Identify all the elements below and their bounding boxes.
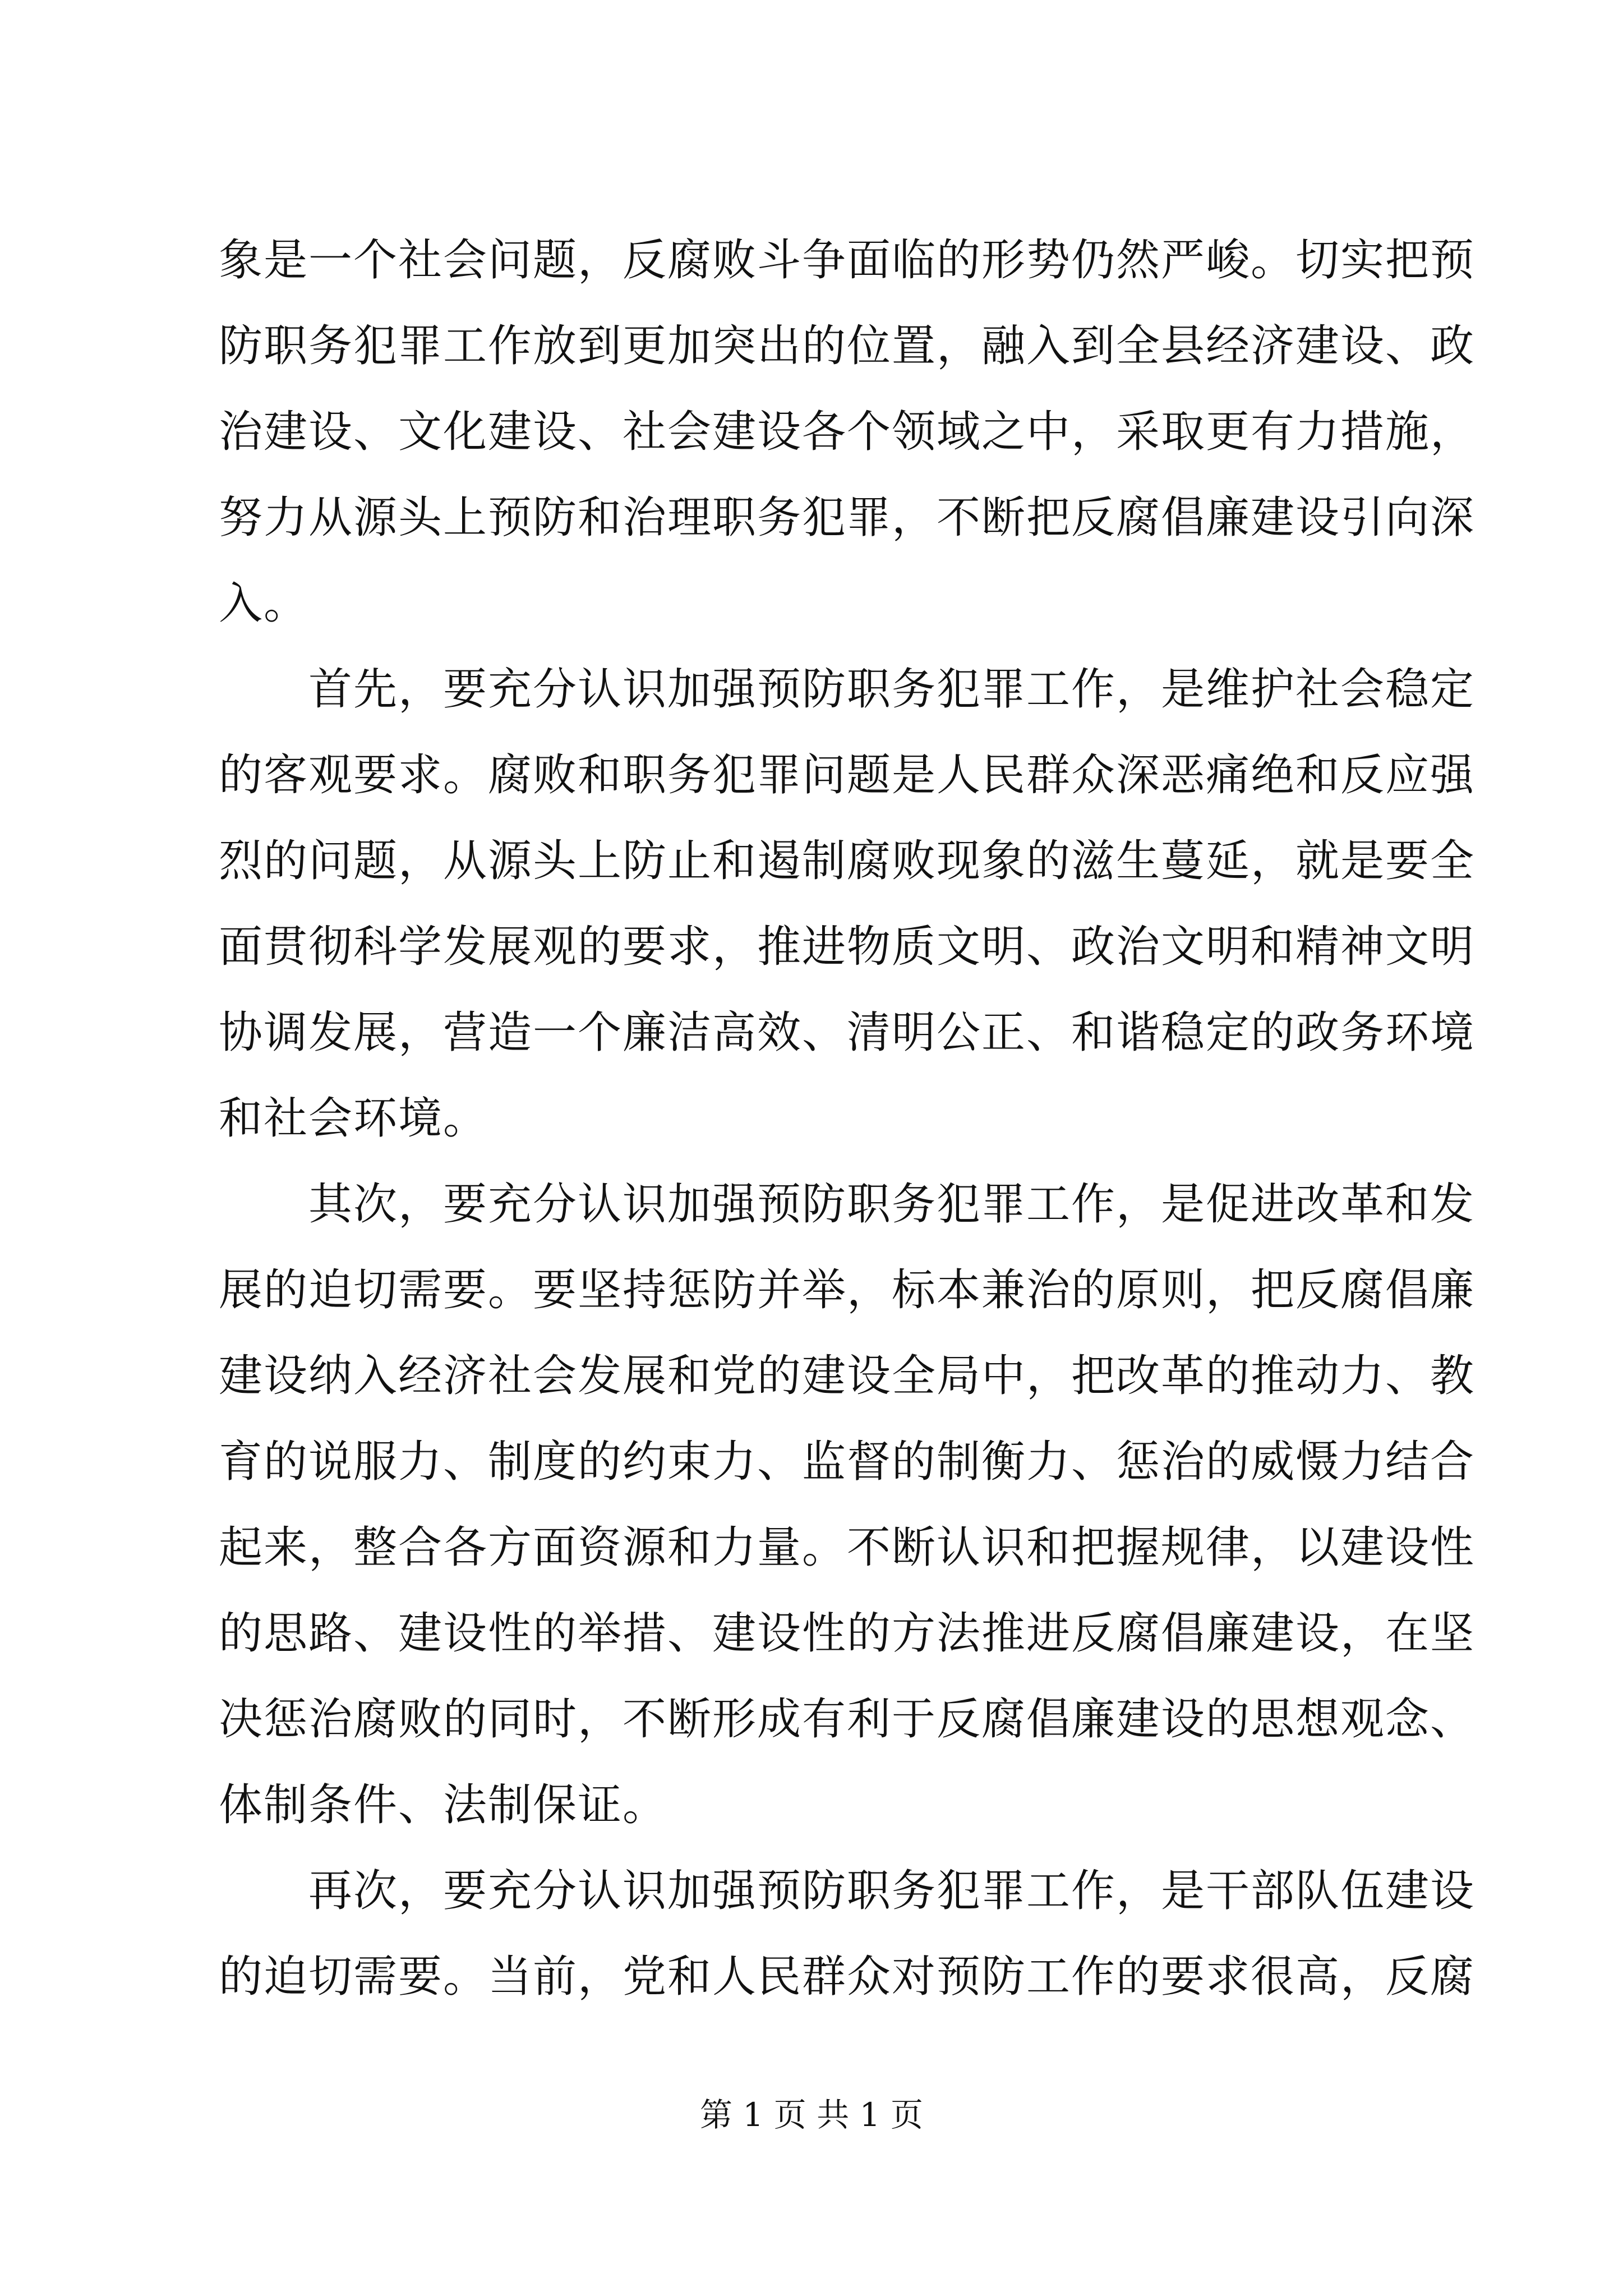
text-line: 象是一个社会问题，反腐败斗争面临的形势仍然严峻。切实把预 xyxy=(219,235,1476,286)
text-line: 面贯彻科学发展观的要求，推进物质文明、政治文明和精神文明 xyxy=(219,922,1476,972)
text-line: 的迫切需要。当前，党和人民群众对预防工作的要求很高，反腐 xyxy=(219,1952,1476,2002)
text-line: 体制条件、法制保证。 xyxy=(219,1780,668,1830)
text-line: 烈的问题，从源头上防止和遏制腐败现象的滋生蔓延，就是要全 xyxy=(219,836,1476,886)
text-line: 努力从源头上预防和治理职务犯罪，不断把反腐倡廉建设引向深 xyxy=(219,493,1476,543)
text-line: 入。 xyxy=(219,578,309,629)
text-line: 再次，要充分认识加强预防职务犯罪工作，是干部队伍建设 xyxy=(219,1866,1476,1916)
text-line: 治建设、文化建设、社会建设各个领域之中，采取更有力措施， xyxy=(219,407,1476,457)
text-line: 决惩治腐败的同时，不断形成有利于反腐倡廉建设的思想观念、 xyxy=(219,1694,1476,1745)
page-footer xyxy=(0,2092,1623,2137)
text-line: 的思路、建设性的举措、建设性的方法推进反腐倡廉建设，在坚 xyxy=(219,1608,1476,1659)
text-line: 首先，要充分认识加强预防职务犯罪工作，是维护社会稳定 xyxy=(219,664,1476,715)
text-line: 和社会环境。 xyxy=(219,1093,488,1144)
text-line: 其次，要充分认识加强预防职务犯罪工作，是促进改革和发 xyxy=(219,1179,1476,1230)
text-line: 起来，整合各方面资源和力量。不断认识和把握规律，以建设性 xyxy=(219,1522,1476,1573)
text-line: 展的迫切需要。要坚持惩防并举，标本兼治的原则，把反腐倡廉 xyxy=(219,1265,1476,1315)
page-number-label: 第 1 页 共 1 页 xyxy=(700,2096,923,2134)
text-line: 育的说服力、制度的约束力、监督的制衡力、惩治的威慑力结合 xyxy=(219,1437,1476,1487)
text-line: 协调发展，营造一个廉洁高效、清明公正、和谐稳定的政务环境 xyxy=(219,1007,1476,1058)
text-line: 的客观要求。腐败和职务犯罪问题是人民群众深恶痛绝和反应强 xyxy=(219,750,1476,800)
body-text xyxy=(219,218,1476,2020)
text-line: 建设纳入经济社会发展和党的建设全局中，把改革的推动力、教 xyxy=(219,1351,1476,1401)
text-line: 防职务犯罪工作放到更加突出的位置，融入到全县经济建设、政 xyxy=(219,321,1476,371)
